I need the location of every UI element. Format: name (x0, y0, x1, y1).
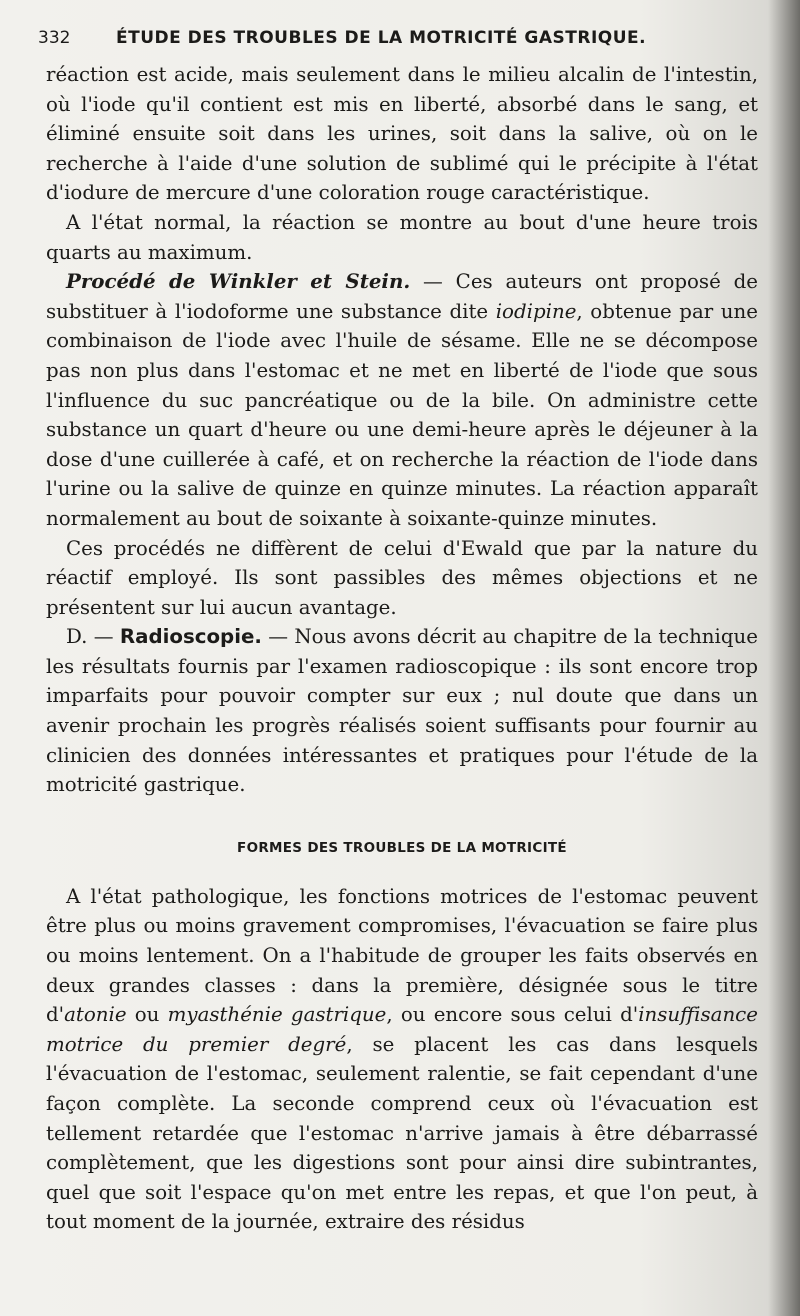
pathologic-text-4: , se placent les cas dans lesquels l'évacuation de l'estomac, seulement ralentie, se fait cependant d'une façon complète. La seconde comprend ceux où l'évacuation est tellement retardée que l'estomac n'arrive jamais à être débarrassé complètement, que les digestions sont pour ainsi dire subintrantes, quel que soit l'espace qu'on met entre les repas, et que l'on peut, à tout moment de la journée, extraire des résidus (46, 1032, 758, 1234)
radioscopie-heading: Radioscopie. (119, 625, 262, 649)
running-head (38, 28, 758, 48)
paragraph-winkler-stein (46, 267, 758, 533)
paragraph-pathologic (46, 882, 758, 1237)
pathologic-text-2: ou (126, 1003, 168, 1027)
section-heading: FORMES DES TROUBLES DE LA MOTRICITÉ (237, 839, 567, 856)
radioscopie-text: — Nous avons décrit au chapitre de la technique les résultats fournis par l'examen radioscopique : ils sont encore trop imparfaits pour pouvoir compter sur eux ; nul doute que dans un avenir prochain les progrès réalisés soient suffisants pour fournir au clinicien des données intéressantes et pratiques pour l'étude de la motricité gastrique. (46, 625, 758, 797)
radioscopie-prefix: D. — (66, 625, 120, 649)
winkler-stein-text-1: — Ces auteurs ont proposé de substituer à l'iodoforme une substance dite (46, 270, 758, 323)
pathologic-text-1: A l'état pathologique, les fonctions motrices de l'estomac peuvent être plus ou moins gravement compromises, l'évacuation se faire plus ou moins lentement. On a l'habitude de grouper les faits observés en deux grandes classes : dans la première, désignée sous le titre d' (46, 884, 758, 1027)
paragraph-radioscopie (46, 622, 758, 800)
pathologic-text-3: , ou encore sous celui d' (386, 1003, 639, 1027)
paragraph-continued: réaction est acide, mais seulement dans le milieu alcalin de l'intestin, où l'iode qu'il contient est mis en liberté, absorbé dans le sang, et éliminé ensuite soit dans les urines, soit dans la salive, où on le recherche à l'aide d'une solution de sublimé qui le précipite à l'état d'iodure de mercure d'une coloration rouge caractéristique. (46, 63, 758, 205)
iodipine-term: iodipine (495, 299, 577, 323)
insuffisance-term: insuffisance motrice du premier degré (46, 1003, 758, 1056)
winkler-stein-heading: Procédé de Winkler et Stein. (66, 269, 411, 294)
myasthenie-term: myasthénie gastrique (167, 1003, 387, 1027)
running-title: ÉTUDE DES TROUBLES DE LA MOTRICITÉ GASTRIQUE. (116, 28, 647, 48)
page-number: 332 (38, 28, 71, 48)
paragraph-comparison: Ces procédés ne diffèrent de celui d'Ewald que par la nature du réactif employé. Ils sont passibles des mêmes objections et ne présentent sur lui aucun avantage. (46, 536, 758, 619)
winkler-stein-text-2: , obtenue par une combinaison de l'iode avec l'huile de sésame. Elle ne se décompose pas non plus dans l'estomac et ne met en liberté de l'iode que sous l'influence du suc pancréatique ou de la bile. On administre cette substance un quart d'heure ou une demi-heure après le déjeuner à la dose d'une cuillerée à café, et on recherche la réaction de l'iode dans l'urine ou la salive de quinze en quinze minutes. La réaction apparaît normalement au bout de soixante à soixante-quinze minutes. (46, 299, 758, 530)
atonie-term: atonie (64, 1003, 127, 1027)
paragraph-normal-state: A l'état normal, la réaction se montre au bout d'une heure trois quarts au maximum. (46, 210, 758, 264)
